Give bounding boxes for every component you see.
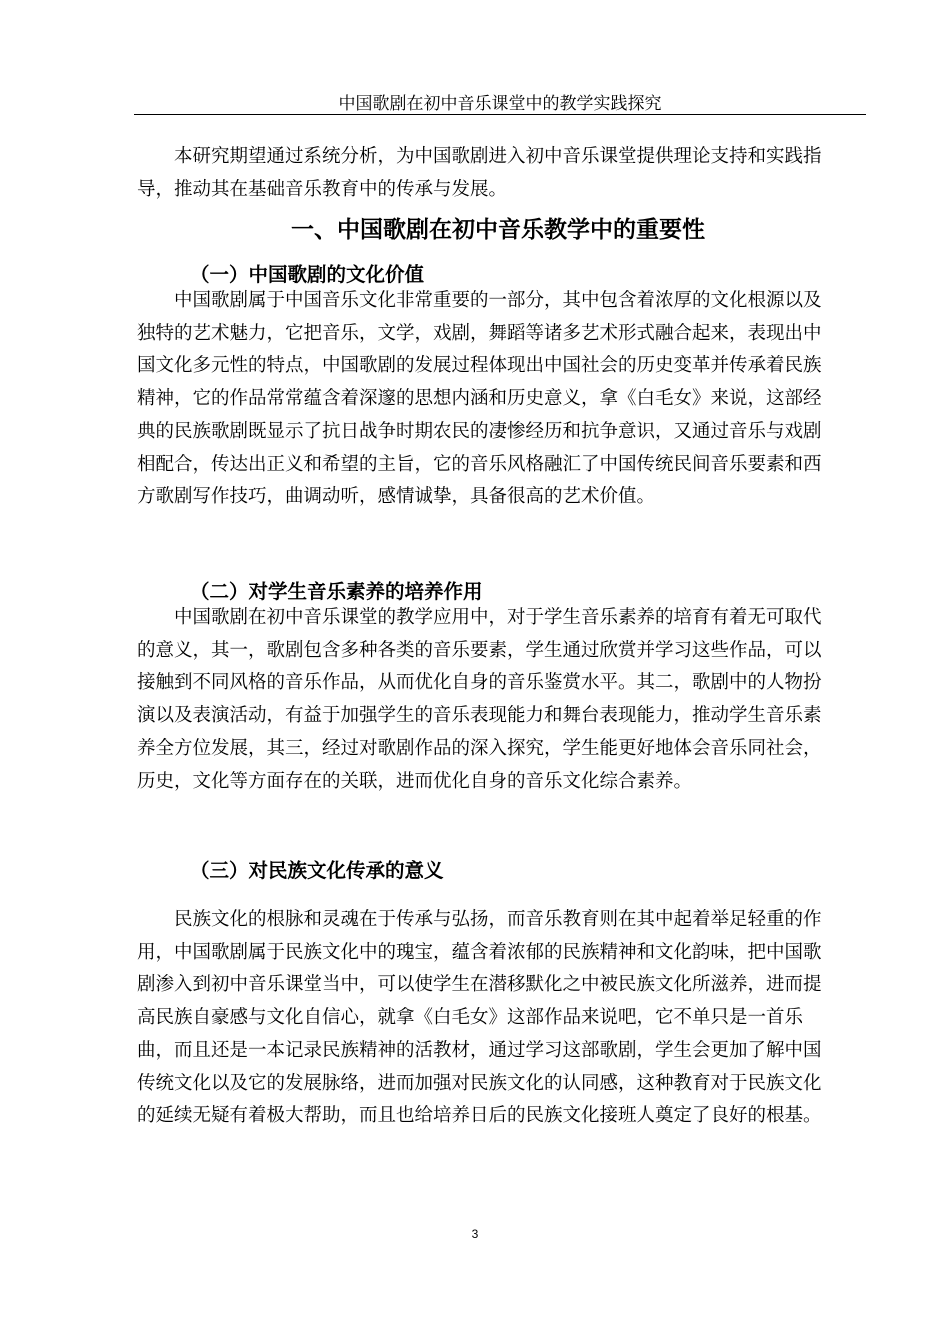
paragraph-line: 演以及表演活动，有益于加强学生的音乐表现能力和舞台表现能力，推动学生音乐素 bbox=[137, 705, 822, 727]
paragraph-line: 本研究期望通过系统分析，为中国歌剧进入初中音乐课堂提供理论支持和实践指 bbox=[174, 146, 822, 167]
running-header: 中国歌剧在初中音乐课堂中的教学实践探究 bbox=[338, 94, 662, 114]
cultural-value-paragraph bbox=[137, 285, 859, 514]
paragraph-line: 相配合，传达出正义和希望的主旨，它的音乐风格融汇了中国传统民间音乐要素和西 bbox=[137, 453, 822, 475]
paragraph-line: 曲，而且还是一本记录民族精神的活教材，通过学习这部歌剧，学生会更加了解中国 bbox=[137, 1039, 822, 1061]
paragraph-line: 的意义，其一，歌剧包含多种各类的音乐要素，学生通过欣赏并学习这些作品，可以 bbox=[137, 639, 822, 661]
paragraph-line: 中国歌剧属于中国音乐文化非常重要的一部分，其中包含着浓厚的文化根源以及 bbox=[174, 290, 822, 311]
paragraph-line: 方歌剧写作技巧，曲调动听，感情诚挚，具备很高的艺术价值。 bbox=[137, 486, 656, 508]
paragraph-line: 历史，文化等方面存在的关联，进而优化自身的音乐文化综合素养。 bbox=[137, 770, 693, 792]
paragraph-line: 剧渗入到初中音乐课堂当中，可以使学生在潜移默化之中被民族文化所滋养，进而提 bbox=[137, 974, 822, 996]
paragraph-line: 民族文化的根脉和灵魂在于传承与弘扬，而音乐教育则在其中起着举足轻重的作 bbox=[174, 909, 822, 930]
paragraph-line: 中国歌剧在初中音乐课堂的教学应用中，对于学生音乐素养的培育有着无可取代 bbox=[174, 607, 822, 628]
paragraph-line: 精神，它的作品常常蕴含着深邃的思想内涵和历史意义，拿《白毛女》来说，这部经 bbox=[137, 388, 822, 410]
music-literacy-paragraph bbox=[137, 602, 859, 798]
page-number: 3 bbox=[471, 1227, 479, 1241]
subsection-heading-heritage: （三）对民族文化传承的意义 bbox=[190, 859, 444, 882]
paragraph-line: 高民族自豪感与文化自信心，就拿《白毛女》这部作品来说吧，它不单只是一首乐 bbox=[137, 1007, 804, 1029]
subsection-heading-music-literacy: （二）对学生音乐素养的培养作用 bbox=[190, 580, 483, 603]
paragraph-line: 典的民族歌剧既显示了抗日战争时期农民的凄惨经历和抗争意识，又通过音乐与戏剧 bbox=[137, 420, 822, 442]
header-rule bbox=[134, 114, 866, 115]
paragraph-line: 养全方位发展，其三，经过对歌剧作品的深入探究，学生能更好地体会音乐同社会， bbox=[137, 737, 822, 759]
paragraph-line: 国文化多元性的特点，中国歌剧的发展过程体现出中国社会的历史变革并传承着民族 bbox=[137, 355, 822, 377]
section-heading: 一、中国歌剧在初中音乐教学中的重要性 bbox=[291, 217, 705, 243]
paragraph-line: 独特的艺术魅力，它把音乐，文学，戏剧，舞蹈等诸多艺术形式融合起来，表现出中 bbox=[137, 322, 822, 344]
paragraph-line: 接触到不同风格的音乐作品，从而优化自身的音乐鉴赏水平。其二，歌剧中的人物扮 bbox=[137, 672, 822, 694]
paragraph-line: 传统文化以及它的发展脉络，进而加强对民族文化的认同感，这种教育对于民族文化 bbox=[137, 1072, 822, 1094]
paragraph-line: 导，推动其在基础音乐教育中的传承与发展。 bbox=[137, 178, 508, 200]
heritage-paragraph bbox=[137, 904, 859, 1133]
paragraph-line: 的延续无疑有着极大帮助，而且也给培养日后的民族文化接班人奠定了良好的根基。 bbox=[137, 1105, 822, 1127]
paragraph-line: 用，中国歌剧属于民族文化中的瑰宝，蕴含着浓郁的民族精神和文化韵味，把中国歌 bbox=[137, 941, 822, 963]
intro-paragraph bbox=[137, 141, 859, 206]
subsection-heading-cultural-value: （一）中国歌剧的文化价值 bbox=[190, 263, 425, 286]
